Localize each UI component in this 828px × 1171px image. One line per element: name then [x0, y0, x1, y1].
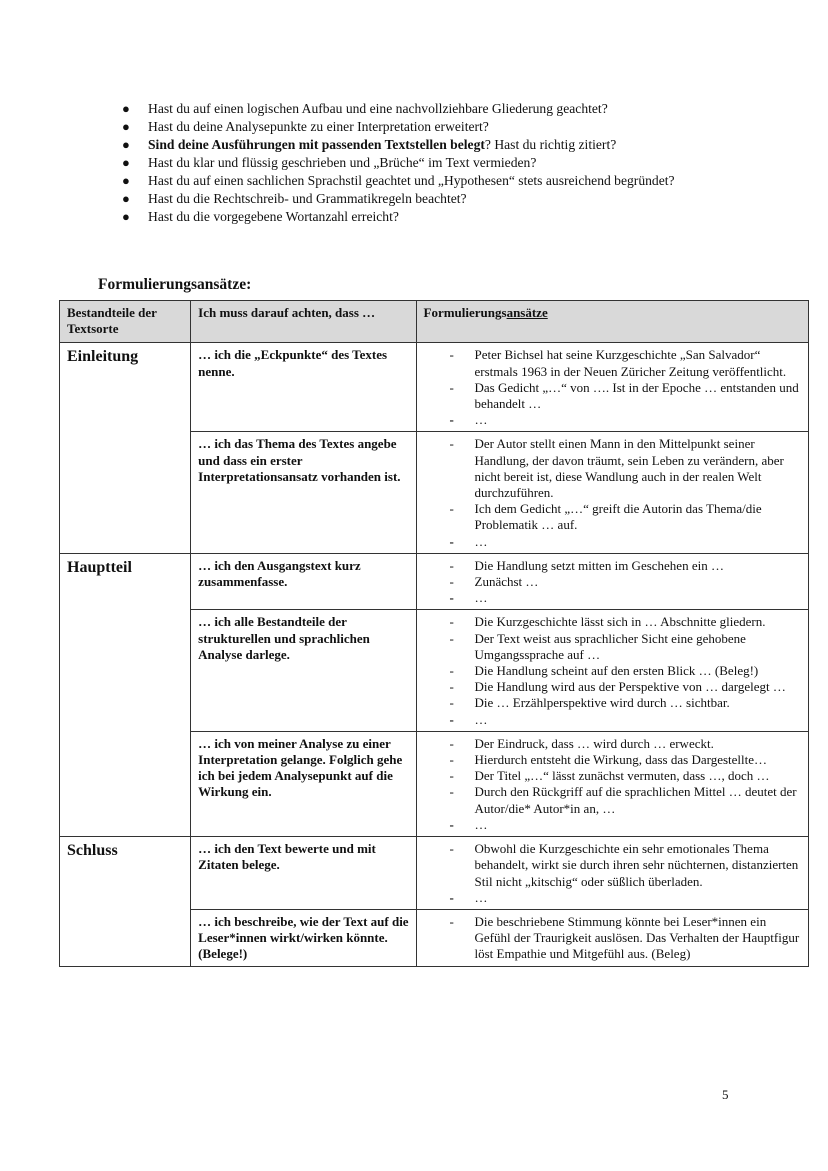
checklist-text: Hast du auf einen logischen Aufbau und eine nachvollziehbare Gliederung geachtet? — [148, 101, 608, 116]
dash-icon: - — [449, 590, 454, 606]
bullet-icon: ● — [122, 119, 130, 134]
dash-icon: - — [449, 841, 454, 857]
phrase-item — [424, 914, 803, 963]
phrase-list — [424, 558, 803, 607]
phrase-list — [424, 736, 803, 833]
phrase-list — [424, 347, 803, 428]
bullet-icon: ● — [122, 191, 130, 206]
phrase-text: Hierdurch entsteht die Wirkung, dass das Dargestellte… — [474, 752, 768, 768]
phrase-text: Die Handlung setzt mitten im Geschehen ein … — [474, 557, 724, 573]
phrases-cell — [416, 553, 809, 610]
dash-icon: - — [449, 501, 454, 517]
dash-icon: - — [449, 663, 454, 679]
dash-icon: - — [449, 711, 454, 727]
phrases-cell — [416, 731, 809, 836]
checklist-text: Hast du die vorgegebene Wortanzahl erreicht? — [148, 209, 399, 224]
phrase-text: Die Handlung wird aus der Perspektive von … dargelegt … — [474, 679, 786, 695]
phrase-item — [424, 736, 803, 752]
dash-icon: - — [449, 614, 454, 630]
condition-cell: … ich beschreibe, wie der Text auf die Leser*innen wirkt/wirken könnte. (Belege!) — [191, 909, 416, 966]
checklist-item — [120, 172, 740, 190]
phrase-text: Durch den Rückgriff auf die sprachlichen Mittel … deutet der Autor/die* Autor*in an, … — [474, 784, 797, 816]
dash-icon: - — [449, 784, 454, 800]
bullet-icon: ● — [122, 209, 130, 224]
phrase-text: Der Titel „…“ lässt zunächst vermuten, dass …, doch … — [474, 768, 770, 784]
dash-icon: - — [449, 768, 454, 784]
phrase-text: … — [474, 533, 488, 549]
condition-cell: … ich von meiner Analyse zu einer Interpretation gelange. Folglich gehe ich bei jedem Analysepunkt auf die Wirkung ein. — [191, 731, 416, 836]
phrase-text: Der Eindruck, dass … wird durch … erweckt. — [474, 735, 714, 751]
phrase-item — [424, 501, 803, 533]
bullet-icon: ● — [122, 173, 130, 188]
table-row — [60, 553, 809, 610]
part-cell: Hauptteil — [60, 553, 191, 836]
phrase-item — [424, 768, 803, 784]
phrase-text: Der Autor stellt einen Mann in den Mittelpunkt seiner Handlung, der davon träumt, sein Leben zu verändern, aber nicht bereit ist, diese Wandlung auch in der realen Welt durchzuführen. — [474, 436, 784, 501]
part-cell: Einleitung — [60, 343, 191, 553]
dash-icon: - — [449, 533, 454, 549]
phrase-item — [424, 784, 803, 816]
phrase-item — [424, 347, 803, 379]
header-phrases — [416, 301, 809, 343]
phrase-text: Peter Bichsel hat seine Kurzgeschichte „San Salvador“ erstmals 1963 in der Neuen Züricher Zeitung veröffentlicht. — [474, 347, 787, 379]
checklist-item — [120, 136, 740, 154]
phrase-item — [424, 890, 803, 906]
dash-icon: - — [449, 630, 454, 646]
header-conditions: Ich muss darauf achten, dass … — [191, 301, 416, 343]
phrase-item — [424, 558, 803, 574]
dash-icon: - — [449, 557, 454, 573]
phrase-item — [424, 614, 803, 630]
phrases-cell — [416, 343, 809, 432]
dash-icon: - — [449, 574, 454, 590]
bullet-icon: ● — [122, 155, 130, 170]
phrase-item — [424, 412, 803, 428]
checklist-text: Hast du klar und flüssig geschrieben und „Brüche“ im Text vermieden? — [148, 155, 537, 170]
checklist-text: ? Hast du richtig zitiert? — [484, 137, 617, 152]
phrase-list — [424, 841, 803, 906]
checklist-text: Hast du die Rechtschreib- und Grammatikregeln beachtet? — [148, 191, 467, 206]
bullet-icon: ● — [122, 137, 130, 152]
dash-icon: - — [449, 347, 454, 363]
phrase-item — [424, 841, 803, 890]
table-body — [60, 343, 809, 966]
phrases-cell — [416, 610, 809, 731]
page-number: 5 — [722, 1087, 729, 1102]
condition-cell: … ich alle Bestandteile der strukturellen und sprachlichen Analyse darlege. — [191, 610, 416, 731]
dash-icon: - — [449, 913, 454, 929]
phrase-text: Die Kurzgeschichte lässt sich in … Abschnitte gliedern. — [474, 614, 766, 630]
dash-icon: - — [449, 752, 454, 768]
header-parts: Bestandteile der Textsorte — [60, 301, 191, 343]
section-title: Formulierungsansätze: — [98, 276, 252, 293]
condition-cell: … ich den Text bewerte und mit Zitaten belege. — [191, 837, 416, 910]
phrase-list — [424, 436, 803, 549]
phrase-item — [424, 663, 803, 679]
phrase-item — [424, 380, 803, 412]
phrase-list — [424, 614, 803, 727]
phrase-item — [424, 817, 803, 833]
checklist-text: Hast du auf einen sachlichen Sprachstil geachtet und „Hypothesen“ stets ausreichend begründet? — [148, 173, 675, 188]
dash-icon: - — [449, 889, 454, 905]
phrases-cell — [416, 432, 809, 553]
header-phrases-a: Formulierungs — [423, 305, 507, 320]
checklist — [120, 100, 740, 226]
dash-icon: - — [449, 412, 454, 428]
phrase-text: … — [474, 711, 488, 727]
dash-icon: - — [449, 695, 454, 711]
condition-cell: … ich die „Eckpunkte“ des Textes nenne. — [191, 343, 416, 432]
phrase-item — [424, 712, 803, 728]
phrase-text: … — [474, 816, 488, 832]
phrase-text: … — [474, 590, 488, 606]
phrase-item — [424, 436, 803, 501]
condition-cell: … ich den Ausgangstext kurz zusammenfasse. — [191, 553, 416, 610]
table-row — [60, 343, 809, 432]
dash-icon: - — [449, 436, 454, 452]
checklist-item — [120, 208, 740, 226]
checklist-bold-text: Sind deine Ausführungen mit passenden Textstellen belegt — [148, 137, 485, 152]
phrases-cell — [416, 909, 809, 966]
phrase-item — [424, 752, 803, 768]
condition-cell: … ich das Thema des Textes angebe und dass ein erster Interpretationsansatz vorhanden ist. — [191, 432, 416, 553]
phrases-cell — [416, 837, 809, 910]
phrase-text: Die Handlung scheint auf den ersten Blick … (Beleg!) — [474, 663, 759, 679]
dash-icon: - — [449, 679, 454, 695]
phrase-item — [424, 695, 803, 711]
dash-icon: - — [449, 735, 454, 751]
phrase-text: … — [474, 889, 488, 905]
phrase-item — [424, 574, 803, 590]
phrase-item — [424, 590, 803, 606]
phrase-text: Obwohl die Kurzgeschichte ein sehr emotionales Thema behandelt, wirkt sie durch ihren sehr nüchternen, distanzierten Stil nicht „kitschig“ oder süßlich überladen. — [474, 841, 799, 889]
phrase-text: … — [474, 412, 488, 428]
phrase-item — [424, 679, 803, 695]
table-header-row — [60, 301, 809, 343]
phrase-text: Die beschriebene Stimmung könnte bei Leser*innen ein Gefühl der Traurigkeit auslösen. Das Verhalten der Hauptfigur löst Empathie und Mitgefühl aus. (Beleg) — [474, 913, 800, 962]
checklist-text: Hast du deine Analysepunkte zu einer Interpretation erweitert? — [148, 119, 489, 134]
checklist-item — [120, 100, 740, 118]
phrase-text: Das Gedicht „…“ von …. Ist in der Epoche … entstanden und behandelt … — [474, 379, 799, 412]
table-row — [60, 837, 809, 910]
formulation-table — [59, 300, 809, 967]
checklist-item — [120, 154, 740, 172]
phrase-item — [424, 534, 803, 550]
phrase-text: Der Text weist aus sprachlicher Sicht eine gehobene Umgangssprache auf … — [474, 630, 746, 662]
header-phrases-b: ansätze — [506, 305, 548, 320]
checklist-item — [120, 118, 740, 136]
dash-icon: - — [449, 379, 454, 395]
dash-icon: - — [449, 816, 454, 832]
bullet-icon: ● — [122, 101, 130, 116]
phrase-text: Die … Erzählperspektive wird durch … sichtbar. — [474, 695, 730, 711]
phrase-list — [424, 914, 803, 963]
phrase-text: Zunächst … — [474, 574, 539, 590]
checklist-item — [120, 190, 740, 208]
phrase-item — [424, 631, 803, 663]
part-cell: Schluss — [60, 837, 191, 966]
phrase-text: Ich dem Gedicht „…“ greift die Autorin das Thema/die Problematik … auf. — [474, 501, 762, 533]
